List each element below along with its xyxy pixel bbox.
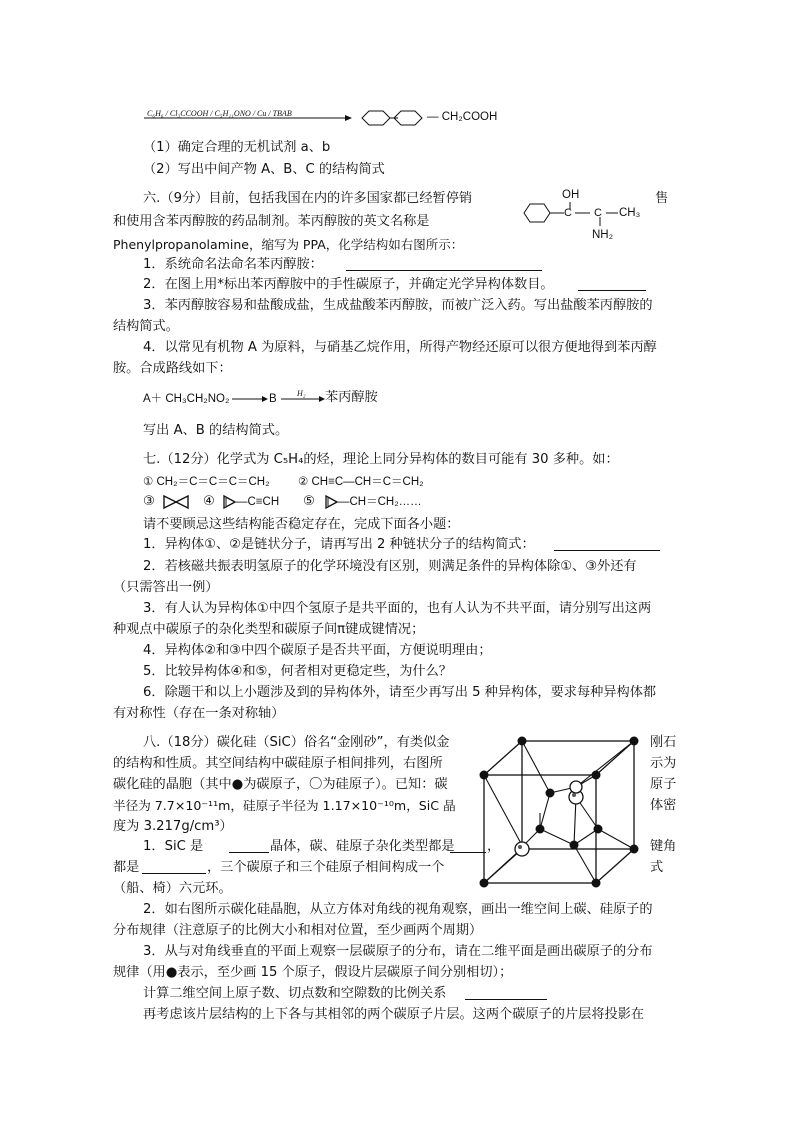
spiropentane-icon [162,494,190,510]
q7-intro: 七.（12分）化学式为 C₅H₄的烃，理论上同分异构体的数目可能有 30 多种。如： [143,452,619,467]
q6-item2-blank[interactable] [578,277,646,291]
q8-l5a: 度为 3.217g/cm³） [113,819,233,834]
ppa-ch3: CH₃ [619,207,641,219]
q8-i1h: （船、椅）六元环。 [113,881,232,896]
sic-unit-cell-figure [478,733,648,893]
q7-item6a: 6．除题干和以上小题涉及到的异构体外，请至少再写出 5 种异构体，要求每种异构体都 [143,685,657,700]
q7-iso3: ③ [143,494,155,509]
q5-sub1: （1）确定合理的无机试剂 a、b [143,140,331,155]
q8-l1a: 八.（18分）碳化硅（SiC）俗名“金刚砂”，有类似金 [143,735,450,750]
q6-intro-b: 售 [655,191,669,206]
q8-i3a: 3．从与对角线垂直的平面上观察一层碳原子的分布，请在二维平面是画出碳原子的分布 [143,944,653,959]
q8-i1g: 式 [650,860,664,875]
rxn-product: 苯丙醇胺 [325,390,378,405]
q6-item3a: 3．苯丙醇胺容易和盐酸成盐，生成盐酸苯丙醇胺，而被广泛入药。写出盐酸苯丙醇胺的 [143,298,653,313]
route-product-tail: — CH₂COOH [427,111,498,123]
q8-i3b: 规律（用●表示，至少画 15 个原子，假设片层碳原子间分别相切）； [113,965,513,980]
q6-intro-d: Phenylpropanolamine，缩写为 PPA，化学结构如右图所示： [113,237,464,252]
q8-i1a: 1．SiC 是 [143,839,204,854]
q7-item2b: （只需答出一例） [113,580,219,595]
q7-item6b: 有对称性（存在一条对称轴） [113,706,285,721]
q8-i3d: 再考虑该片层结构的上下各与其相邻的两个碳原子片层。这两个碳原子的片层将投影在 [143,1007,645,1022]
cyclopropene-icon [222,494,236,510]
q8-l2b: 示为 [650,756,677,771]
q6-item4c: 写出 A、B 的结构简式。 [143,423,289,438]
route-reagent: C₆H₆ / Cl₃CCOOH / C₅H₁₁ONO / Cu / TBAB [147,109,292,118]
cyclopropene-icon-2 [324,494,338,510]
q8-i1d: 键角 [650,839,677,854]
q8-i1-blank-angle[interactable] [142,860,206,874]
q6-item2: 2．在图上用*标出苯丙醇胺中的手性碳原子，并确定光学异构体数目。 [143,277,554,292]
q8-l3b: 原子 [650,777,677,792]
q8-i1f: ，三个碳原子和三个硅原子相间构成一个 [207,860,445,875]
q6-item4a: 4．以常见有机物 A 为原料，与硝基乙烷作用，所得产物经还原可以很方便地得到苯丙醇 [143,340,657,355]
q8-i1c: ， [487,839,501,854]
q8-l1b: 刚石 [650,735,677,750]
rxn-reagent: H₂ [297,389,306,398]
q6-item1-blank[interactable] [346,257,542,271]
q6-item3b: 结构简式。 [113,319,179,334]
q7-item4: 4．异构体②和③中四个碳原子是否共平面，方便说明理由； [143,643,492,658]
q7-item2a: 2．若核磁共振表明氢原子的化学环境没有区别，则满足条件的异构体除①、③外还有 [143,559,637,574]
q7-item1: 1．异构体①、②是链状分子，请再写出 2 种链状分子的结构简式： [143,537,535,552]
q8-i1-blank-crystal[interactable] [229,839,269,853]
q7-item3b: 种观点中碳原子的杂化类型和碳原子间π键成键情况； [113,622,425,637]
q8-i1b: 晶体，碳、硅原子杂化类型都是 [270,839,455,854]
ppa-structure: OH C C CH₃ NH₂ [520,182,655,244]
q8-i2a: 2．如右图所示碳化硅晶胞，从立方体对角线的视角观察，画出一维空间上碳、硅原子的 [143,902,653,917]
ppa-oh: OH [562,189,580,201]
q7-iso5: ⑤ [303,494,315,509]
ppa-nh2: NH₂ [592,229,614,241]
q8-i1e: 都是 [113,860,140,875]
rxn-mid: B [269,393,277,405]
q8-l3a: 碳化硅的晶胞（其中●为碳原子，〇为硅原子）。已知：碳 [113,777,448,792]
q5-sub2: （2）写出中间产物 A、B、C 的结构简式 [143,162,385,177]
q8-i2b: 分布规律（注意原子的比例大小和相对位置，至少画两个周期） [113,923,483,938]
q7-item1-blank[interactable] [554,537,660,551]
q8-l4b: 体密 [650,798,677,813]
q6-intro-a: 六.（9分）目前，包括我国在内的许多国家都已经暂停销 [143,191,473,206]
q6-item4b: 胺。合成路线如下： [113,361,232,376]
q8-l2a: 的结构和性质。其空间结构中碳硅原子相间排列，右图所 [113,756,443,771]
q7-item3a: 3．有人认为异构体①中四个氢原子是共平面的，也有人认为不共平面，请分别写出这两 [143,601,652,616]
rxn-left: A＋ CH₃CH₂NO₂ [143,393,230,405]
q7-iso2: ② CH≡C—CH＝C＝CH₂ [298,476,424,488]
q8-i3c-blank[interactable] [465,986,547,1000]
q6-intro-c: 和使用含苯丙醇胺的药品制剂。苯丙醇胺的英文名称是 [113,214,430,229]
q7-iso5-tail: —CH＝CH₂…… [338,496,422,508]
q7-iso4: ④ [203,494,215,509]
q8-i3c: 计算二维空间上原子数、切点数和空隙数的比例关系 [143,986,447,1001]
q7-iso4-tail: —C≡CH [236,496,280,508]
route-scheme [140,110,430,130]
q7-item5: 5．比较异构体④和⑤，何者相对更稳定些，为什么？ [143,664,452,679]
q8-l4a: 半径为 7.7×10⁻¹¹m，硅原子半径为 1.17×10⁻¹⁰m，SiC 晶 [113,798,456,813]
q7-note: 请不要顾忌这些结构能否稳定存在，完成下面各小题： [143,517,460,532]
q6-item1: 1．系统命名法命名苯丙醇胺： [143,257,323,272]
q7-iso1: ① CH₂＝C＝C＝C＝CH₂ [143,476,270,488]
